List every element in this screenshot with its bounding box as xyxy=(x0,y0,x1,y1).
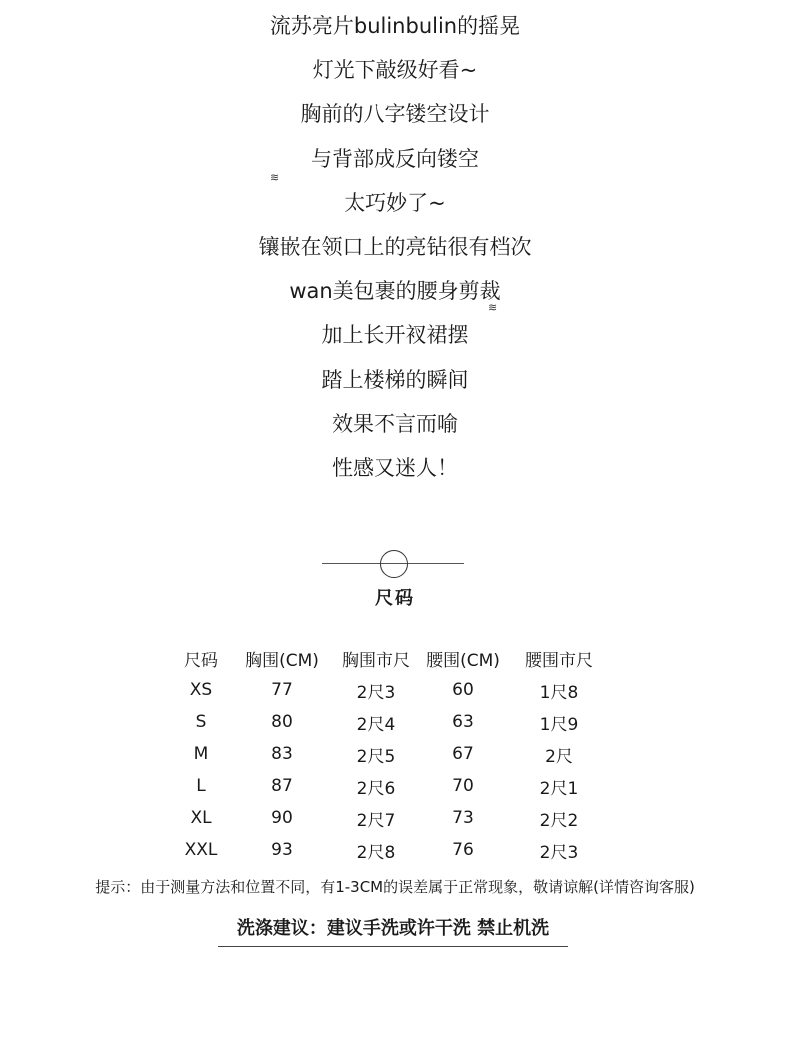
table-cell: 2尺3 xyxy=(356,682,396,703)
measurement-tip: 提示：由于测量方法和位置不同，有1-3CM的误差属于正常现象，敬请谅解(详情咨询客服) xyxy=(95,878,695,896)
size-section-title: 尺码 xyxy=(375,588,415,609)
table-cell: 87 xyxy=(271,776,293,796)
table-cell: 1尺8 xyxy=(539,682,579,703)
column-header: 尺码 xyxy=(184,650,218,671)
size-table xyxy=(168,642,614,866)
table-cell: 70 xyxy=(452,776,474,796)
table-row xyxy=(168,738,614,770)
table-cell: 2尺3 xyxy=(539,842,579,863)
table-cell: M xyxy=(193,744,209,764)
table-cell: 2尺4 xyxy=(356,714,396,735)
table-row xyxy=(168,770,614,802)
poem-line: wan美包裹的腰身剪裁 xyxy=(289,279,501,304)
table-row xyxy=(168,802,614,834)
table-cell: 2尺7 xyxy=(356,810,396,831)
column-header: 胸围市尺 xyxy=(342,650,410,671)
column-header: 胸围(CM) xyxy=(245,650,319,671)
table-cell: 60 xyxy=(452,680,474,700)
table-cell: 63 xyxy=(452,712,474,732)
table-cell: 73 xyxy=(452,808,474,828)
table-cell: XS xyxy=(189,680,213,700)
poem-line: 与背部成反向镂空 xyxy=(311,146,479,171)
table-cell: 2尺5 xyxy=(356,746,396,767)
table-cell: 83 xyxy=(271,744,293,764)
table-cell: XL xyxy=(190,808,212,828)
table-cell: 2尺8 xyxy=(356,842,396,863)
table-cell: 90 xyxy=(271,808,293,828)
table-cell: 77 xyxy=(271,680,293,700)
column-header: 腰围市尺 xyxy=(525,650,593,671)
table-header-row xyxy=(168,642,614,674)
table-cell: 80 xyxy=(271,712,293,732)
poem-line: 性感又迷人！ xyxy=(332,455,458,480)
poem-line: 加上长开衩裙摆 xyxy=(321,323,469,348)
column-header: 腰围(CM) xyxy=(426,650,500,671)
poem-line: 胸前的八字镂空设计 xyxy=(300,102,490,127)
poem-line: 踏上楼梯的瞬间 xyxy=(321,367,469,392)
table-cell: 2尺 xyxy=(545,746,573,767)
table-cell: 93 xyxy=(271,840,293,860)
table-cell: 1尺9 xyxy=(539,714,579,735)
table-cell: 2尺1 xyxy=(539,778,579,799)
circle-ornament-icon xyxy=(380,550,408,578)
poem-lines xyxy=(0,4,790,490)
table-row xyxy=(168,674,614,706)
table-row xyxy=(168,834,614,866)
table-cell: 2尺6 xyxy=(356,778,396,799)
wave-icon: ≋ xyxy=(270,171,279,184)
table-row xyxy=(168,706,614,738)
table-cell: 67 xyxy=(452,744,474,764)
wave-icon: ≋ xyxy=(488,301,497,314)
poem-line: 灯光下敲级好看~ xyxy=(312,58,478,83)
poem-line: 太巧妙了~ xyxy=(344,190,446,215)
table-cell: XXL xyxy=(184,840,218,860)
section-divider xyxy=(322,548,464,580)
table-cell: L xyxy=(196,776,206,796)
wash-advice: 洗涤建议：建议手洗或许干洗 禁止机洗 xyxy=(218,914,568,947)
poem-line: 镶嵌在领口上的亮钻很有档次 xyxy=(258,234,532,259)
table-cell: 76 xyxy=(452,840,474,860)
table-cell: 2尺2 xyxy=(539,810,579,831)
poem-line: 效果不言而喻 xyxy=(332,411,458,436)
table-cell: S xyxy=(195,712,207,732)
poem-line: 流苏亮片bulinbulin的摇晃 xyxy=(269,14,521,38)
